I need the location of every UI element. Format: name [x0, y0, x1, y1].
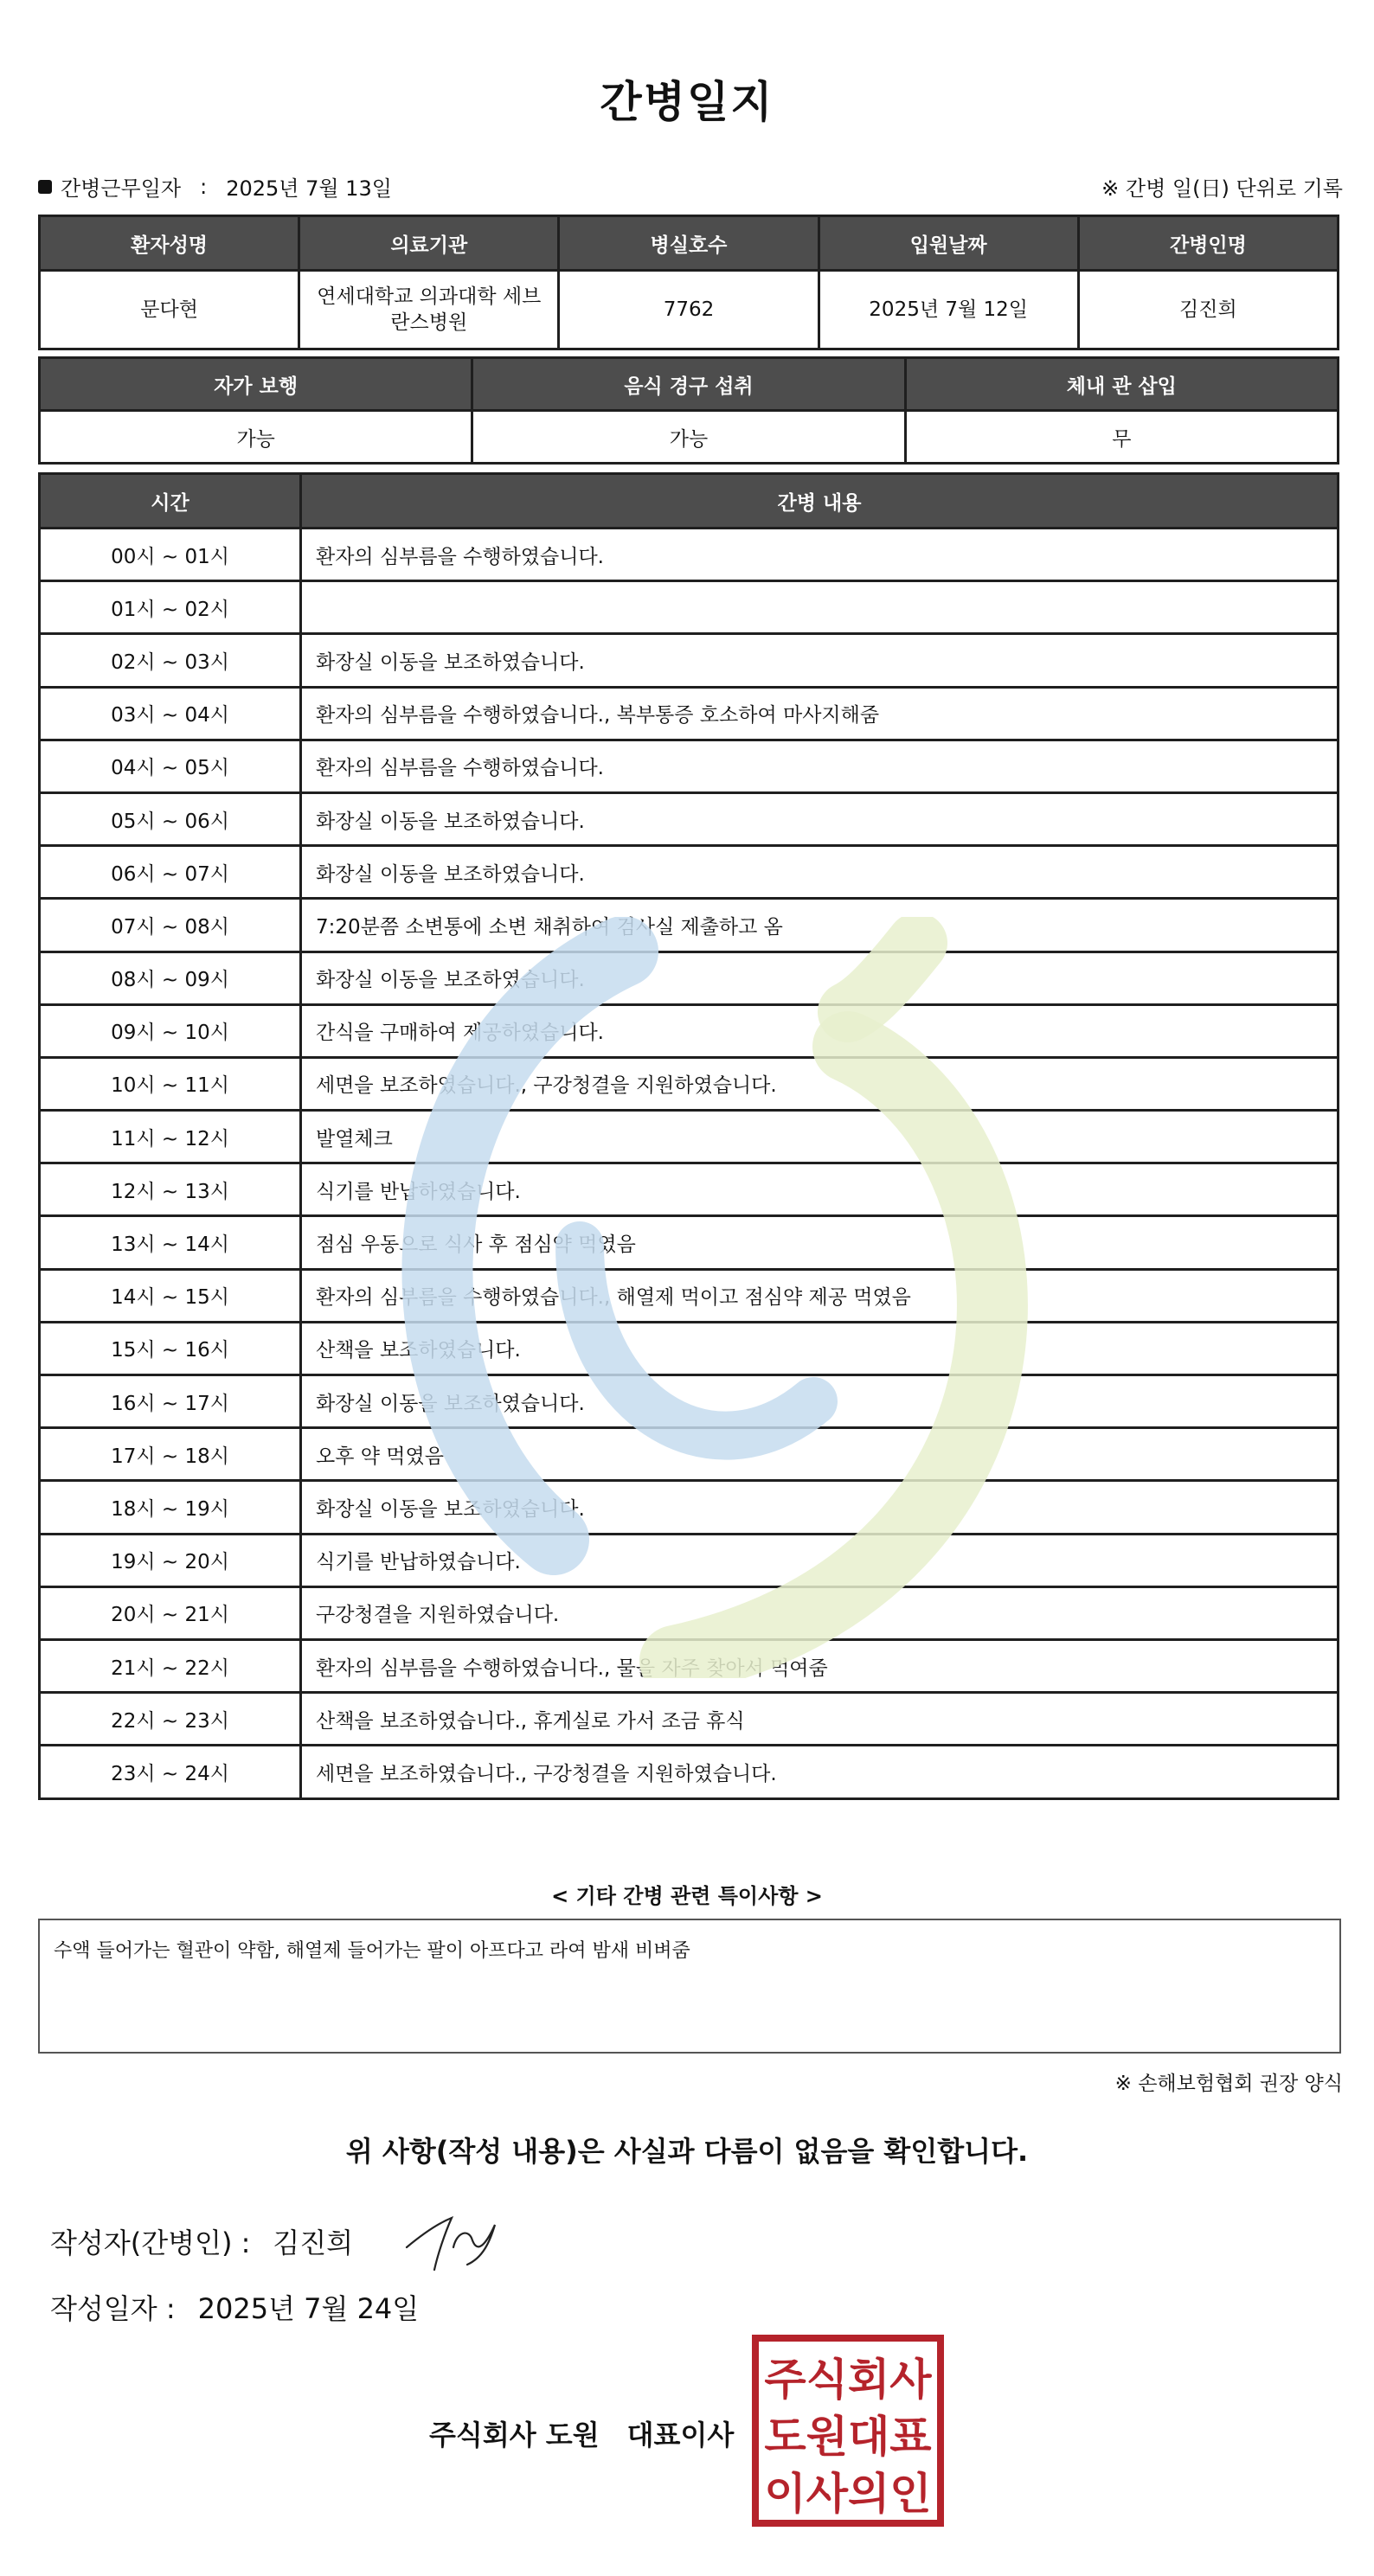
- care-date-line: [38, 171, 392, 202]
- writer-label: 작성자(간병인) :: [50, 2227, 251, 2259]
- log-time: 03시 ~ 04시: [40, 687, 301, 740]
- log-content: 식기를 반납하였습니다.: [301, 1163, 1339, 1216]
- info-value-row: [40, 271, 1339, 349]
- caregiver-name: 김진희: [1078, 271, 1338, 349]
- log-content: 화장실 이동을 보조하였습니다.: [301, 846, 1339, 899]
- header-tube-insertion: 체내 관 삽입: [905, 358, 1338, 411]
- log-content: 환자의 심부름을 수행하였습니다., 복부통증 호소하여 마사지해줌: [301, 687, 1339, 740]
- log-content: 산책을 보조하였습니다.: [301, 1322, 1339, 1375]
- table-row: [40, 1111, 1339, 1163]
- log-time: 10시 ~ 11시: [40, 1057, 301, 1110]
- log-time: 14시 ~ 15시: [40, 1269, 301, 1322]
- header-patient-name: 환자성명: [40, 216, 299, 271]
- company-seal-icon: [751, 2334, 945, 2528]
- header-care-content: 간병 내용: [301, 474, 1339, 529]
- header-room-number: 병실호수: [559, 216, 819, 271]
- seal-line-3: 이사의인: [764, 2469, 932, 2519]
- bullet-square-icon: [38, 180, 52, 194]
- oral-intake-value: 가능: [472, 411, 905, 464]
- handwritten-signature-icon: [400, 2206, 521, 2275]
- log-time: 20시 ~ 21시: [40, 1586, 301, 1639]
- log-content: 산책을 보조하였습니다., 휴게실로 가서 조금 휴식: [301, 1693, 1339, 1746]
- log-time: 16시 ~ 17시: [40, 1375, 301, 1428]
- written-date-value: 2025년 7월 24일: [197, 2292, 420, 2325]
- log-content: 발열체크: [301, 1111, 1339, 1163]
- header-hospital: 의료기관: [299, 216, 559, 271]
- log-time: 04시 ~ 05시: [40, 740, 301, 792]
- log-content: 점심 우동으로 식사 후 점심약 먹였음: [301, 1216, 1339, 1269]
- patient-info-table: [38, 215, 1339, 350]
- table-row: [40, 899, 1339, 952]
- log-time: 07시 ~ 08시: [40, 899, 301, 952]
- log-content: 구강청결을 지원하였습니다.: [301, 1586, 1339, 1639]
- writer-line: [50, 2221, 353, 2261]
- log-time: 11시 ~ 12시: [40, 1111, 301, 1163]
- log-content: 환자의 심부름을 수행하였습니다.: [301, 740, 1339, 792]
- log-time: 17시 ~ 18시: [40, 1428, 301, 1481]
- log-content: 환자의 심부름을 수행하였습니다., 물을 자주 찾아서 먹여줌: [301, 1639, 1339, 1692]
- written-date-line: [50, 2287, 419, 2327]
- log-time: 01시 ~ 02시: [40, 581, 301, 634]
- log-time: 00시 ~ 01시: [40, 529, 301, 581]
- log-time: 21시 ~ 22시: [40, 1639, 301, 1692]
- log-content: 환자의 심부름을 수행하였습니다., 해열제 먹이고 점심약 제공 먹였음: [301, 1269, 1339, 1322]
- log-content: 화장실 이동을 보조하였습니다.: [301, 634, 1339, 687]
- log-time: 08시 ~ 09시: [40, 952, 301, 1004]
- log-time: 12시 ~ 13시: [40, 1163, 301, 1216]
- table-row: [40, 1693, 1339, 1746]
- log-content: 화장실 이동을 보조하였습니다.: [301, 1481, 1339, 1534]
- header-oral-intake: 음식 경구 섭취: [472, 358, 905, 411]
- log-content: 화장실 이동을 보조하였습니다.: [301, 952, 1339, 1004]
- header-time: 시간: [40, 474, 301, 529]
- table-row: [40, 952, 1339, 1004]
- table-row: [40, 1639, 1339, 1692]
- table-row: [40, 846, 1339, 899]
- room-number: 7762: [559, 271, 819, 349]
- patient-name: 문다현: [40, 271, 299, 349]
- table-row: [40, 1586, 1339, 1639]
- patient-ability-table: [38, 356, 1339, 465]
- confirmation-statement: 위 사항(작성 내용)은 사실과 다름이 없음을 확인합니다.: [345, 2135, 1029, 2168]
- log-time: 22시 ~ 23시: [40, 1693, 301, 1746]
- written-date-label: 작성일자 :: [50, 2292, 176, 2325]
- company-title: 대표이사: [626, 2419, 735, 2451]
- log-time: 06시 ~ 07시: [40, 846, 301, 899]
- table-row: [40, 792, 1339, 845]
- log-content: 오후 약 먹였음: [301, 1428, 1339, 1481]
- table-row: [40, 1216, 1339, 1269]
- notes-heading: < 기타 간병 관련 특이사항 >: [551, 1884, 823, 1908]
- care-date-separator: :: [200, 174, 208, 199]
- log-time: 15시 ~ 16시: [40, 1322, 301, 1375]
- table-row: [40, 581, 1339, 634]
- table-row: [40, 1057, 1339, 1110]
- notes-text: 수액 들어가는 혈관이 약함, 해열제 들어가는 팔이 아프다고 라여 밤새 비벼줌: [54, 1940, 690, 1962]
- admission-date: 2025년 7월 12일: [819, 271, 1078, 349]
- table-row: [40, 687, 1339, 740]
- hospital-name: 연세대학교 의과대학 세브란스병원: [299, 271, 559, 349]
- log-content: 식기를 반납하였습니다.: [301, 1534, 1339, 1586]
- ability-header-row: [40, 358, 1339, 411]
- table-row: [40, 1163, 1339, 1216]
- table-row: [40, 740, 1339, 792]
- self-walking-value: 가능: [40, 411, 472, 464]
- table-row: [40, 529, 1339, 581]
- notes-box: [38, 1919, 1341, 2054]
- care-date-label: 간병근무일자: [61, 176, 182, 201]
- log-content: 화장실 이동을 보조하였습니다.: [301, 792, 1339, 845]
- log-time: 02시 ~ 03시: [40, 634, 301, 687]
- header-caregiver-name: 간병인명: [1078, 216, 1338, 271]
- recommended-form-note: ※ 손해보험협회 권장 양식: [1114, 2073, 1343, 2095]
- daily-record-note: ※ 간병 일(日) 단위로 기록: [1101, 176, 1343, 201]
- log-content: 화장실 이동을 보조하였습니다.: [301, 1375, 1339, 1428]
- table-row: [40, 1375, 1339, 1428]
- seal-line-2: 도원대표: [764, 2412, 932, 2462]
- table-row: [40, 1481, 1339, 1534]
- care-log-table: [38, 472, 1339, 1800]
- log-time: 05시 ~ 06시: [40, 792, 301, 845]
- table-row: [40, 1322, 1339, 1375]
- log-time: 19시 ~ 20시: [40, 1534, 301, 1586]
- log-time: 09시 ~ 10시: [40, 1004, 301, 1057]
- page-title: 간병일지: [600, 77, 774, 127]
- seal-line-1: 주식회사: [764, 2355, 932, 2405]
- table-row: [40, 1004, 1339, 1057]
- log-content: [301, 581, 1339, 634]
- table-row: [40, 1746, 1339, 1798]
- header-admission-date: 입원날짜: [819, 216, 1078, 271]
- log-body: [40, 529, 1339, 1799]
- writer-name: 김진희: [273, 2227, 354, 2259]
- log-time: 13시 ~ 14시: [40, 1216, 301, 1269]
- log-content: 간식을 구매하여 제공하였습니다.: [301, 1004, 1339, 1057]
- ability-value-row: [40, 411, 1339, 464]
- table-row: [40, 634, 1339, 687]
- table-row: [40, 1534, 1339, 1586]
- log-content: 환자의 심부름을 수행하였습니다.: [301, 529, 1339, 581]
- log-content: 7:20분쯤 소변통에 소변 채취하여 검사실 제출하고 옴: [301, 899, 1339, 952]
- log-time: 23시 ~ 24시: [40, 1746, 301, 1798]
- info-header-row: [40, 216, 1339, 271]
- company-name: 주식회사 도원: [429, 2419, 600, 2451]
- log-time: 18시 ~ 19시: [40, 1481, 301, 1534]
- care-date-value: 2025년 7월 13일: [226, 176, 392, 201]
- table-row: [40, 1428, 1339, 1481]
- header-self-walking: 자가 보행: [40, 358, 472, 411]
- log-content: 세면을 보조하였습니다., 구강청결을 지원하였습니다.: [301, 1057, 1339, 1110]
- tube-insertion-value: 무: [905, 411, 1338, 464]
- table-row: [40, 1269, 1339, 1322]
- log-header-row: [40, 474, 1339, 529]
- company-line: [429, 2413, 734, 2453]
- log-content: 세면을 보조하였습니다., 구강청결을 지원하였습니다.: [301, 1746, 1339, 1798]
